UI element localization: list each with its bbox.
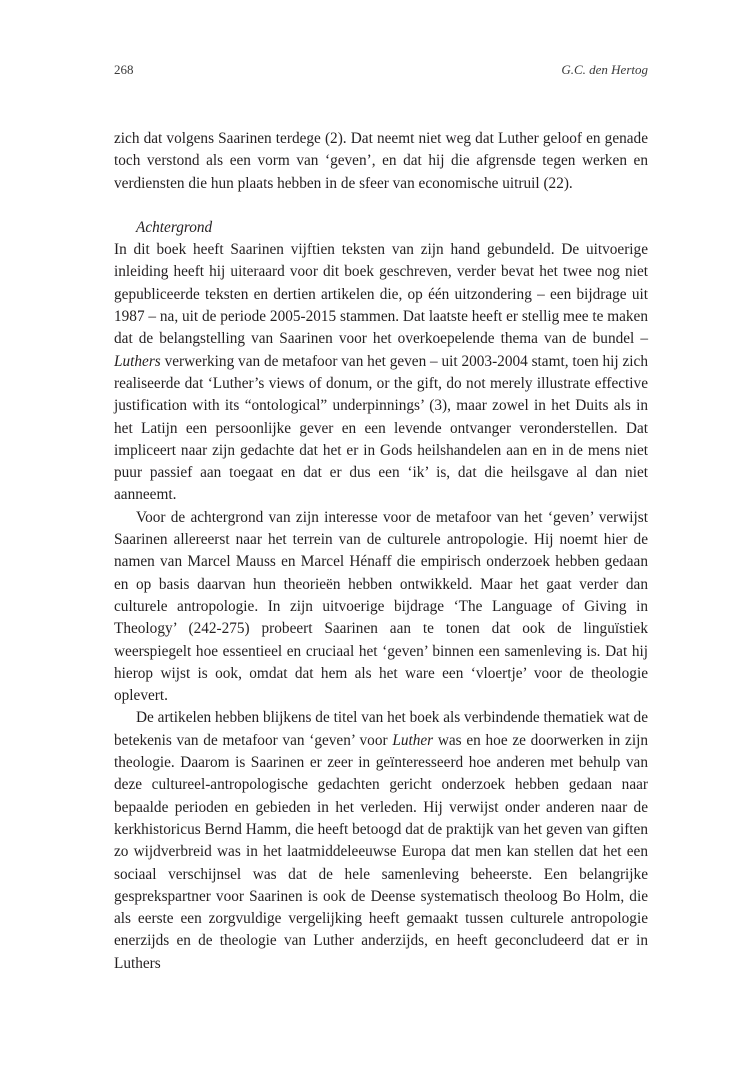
paragraph-1: zich dat volgens Saarinen terdege (2). Dat neemt niet weg dat Luther geloof en genade toch verstond als een vorm van ‘geven’, en dat hij die afgrensde tegen werken en verdiensten die hun plaats hebben in de sfeer van economische uitruil (22). xyxy=(114,130,648,192)
section-heading: Achtergrond xyxy=(136,218,213,236)
paragraph-4-part-2: was en hoe ze doorwerken in zijn theologie. Daarom is Saarinen er zeer in geïnteresseerd hoe anderen met behulp van deze cultureel-antropologische gedachten gericht onderzoek hebben gedaan naar bepaalde perioden en gebieden in het verleden. Hij verwijst onder anderen naar de kerkhistoricus Bernd Hamm, die heeft betoogd dat de praktijk van het geven van giften zo wijdverbreid was in het laatmiddeleeuwse Europa dat men kan stellen dat het een sociaal verschijnsel was dat de hele samenleving beheerste. Een belangrijke gesprekspartner voor Saarinen is ook de Deense systematisch theoloog Bo Holm, die als eerste een zorgvuldige vergelijking heeft gemaakt tussen culturele antropologie enerzijds en de theologie van Luther anderzijds, en heeft geconcludeerd dat er in Luthers xyxy=(114,731,648,972)
paragraph-2-part-1: In dit boek heeft Saarinen vijftien teksten van zijn hand gebundeld. De uitvoerige inleiding heeft hij uiteraard voor dit boek geschreven, verder bevat het twee nog niet gepubliceerde teksten en dertien artikelen die, op één uitzondering – een bijdrage uit 1987 – na, uit de periode 2005-2015 stammen. Dat laatste heeft er stellig mee te maken dat de belangstelling van Saarinen voor het overkoepelende thema van de bundel – xyxy=(114,241,648,348)
paragraph-4 xyxy=(114,707,648,975)
running-header xyxy=(114,62,648,82)
body-text xyxy=(114,128,648,975)
page-number: 268 xyxy=(114,62,134,77)
paragraph-2 xyxy=(114,239,648,507)
paragraph-4-italic: Luther xyxy=(392,731,434,749)
paragraph-3: Voor de achtergrond van zijn interesse voor de metafoor van het ‘geven’ verwijst Saarinen allereerst naar het terrein van de culturele antropologie. Hij noemt hier de namen van Marcel Mauss en Marcel Hénaff die empirisch onderzoek hebben gedaan en op basis daarvan hun theorieën hebben ontwikkeld. Maar het gaat verder dan culturele antropologie. In zijn uitvoerige bijdrage ‘The Language of Giving in Theology’ (242-275) probeert Saarinen aan te tonen dat ook de linguïstiek weerspiegelt hoe essentieel en cruciaal het ‘geven’ binnen een samenleving is. Dat hij hierop wijst is ook, omdat dat hem als het ware een ‘vloertje’ voor de theologie oplevert. xyxy=(114,508,648,705)
running-header-author: G.C. den Hertog xyxy=(561,62,648,77)
paragraph-2-italic: Luthers xyxy=(114,352,161,370)
paragraph-2-part-2: verwerking van de metafoor van het geven – uit 2003-2004 stamt, toen hij zich realiseerde dat ‘Luther’s views of donum, or the gift, do not merely illustrate effective justification with its “ontological” underpinnings’ (3), maar zowel in het Duits als in het Latijn een persoonlijke gever en een levende ontvanger veronderstellen. Dat impliceert naar zijn gedachte dat het er in Gods heilshandelen aan en in de mens niet puur passief aan toegaat en dat er dus een ‘ik’ is, dat die heilsgave al dan niet aanneemt. xyxy=(114,352,648,504)
paragraph-4-part-1: De artikelen hebben blijkens de titel van het boek als verbindende thematiek wat de betekenis van de metafoor van ‘geven’ voor xyxy=(114,709,648,749)
